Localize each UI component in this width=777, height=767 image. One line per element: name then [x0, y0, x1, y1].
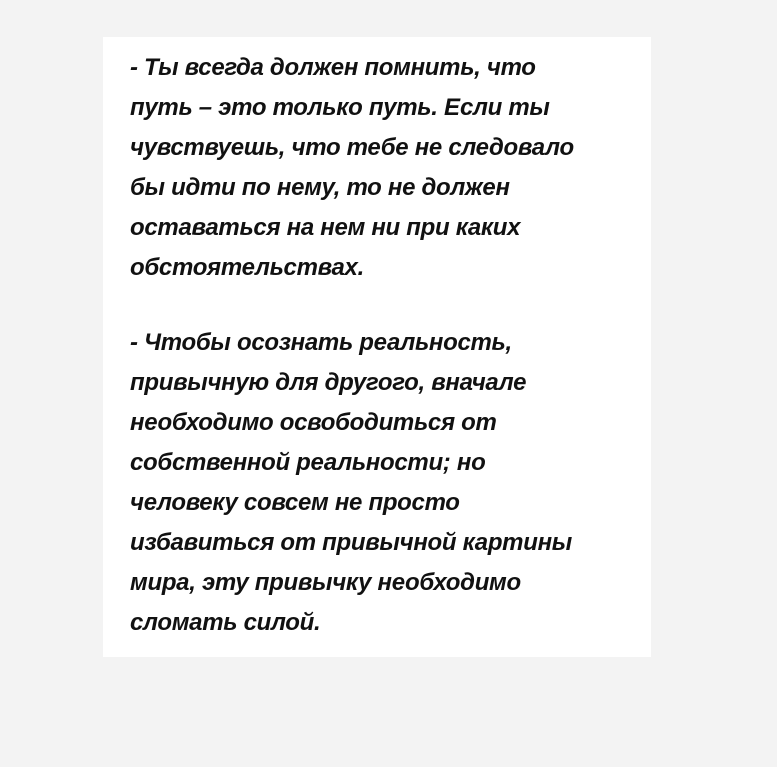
text-line: - Ты всегда должен помнить, что [130, 54, 536, 81]
text-line: сломать силой. [130, 609, 321, 636]
text-line: мира, эту привычку необходимо [130, 569, 521, 596]
text-line: обстоятельствах. [130, 254, 364, 281]
text-line: путь – это только путь. Если ты [130, 94, 550, 121]
text-line: оставаться на нем ни при каких [130, 214, 521, 241]
text-line: чувствуешь, что тебе не следовало [130, 134, 574, 161]
text-line: собственной реальности; но [130, 449, 486, 476]
text-line: привычную для другого, вначале [130, 369, 527, 396]
text-line: необходимо освободиться от [130, 409, 497, 436]
text-line: бы идти по нему, то не должен [130, 174, 510, 201]
text-line: человеку совсем не просто [130, 489, 460, 516]
quote-paragraph-2 [130, 323, 630, 643]
text-line: - Чтобы осознать реальность, [130, 329, 512, 356]
text-line: избавиться от привычной картины [130, 529, 572, 556]
quote-paragraph-1 [130, 48, 630, 288]
